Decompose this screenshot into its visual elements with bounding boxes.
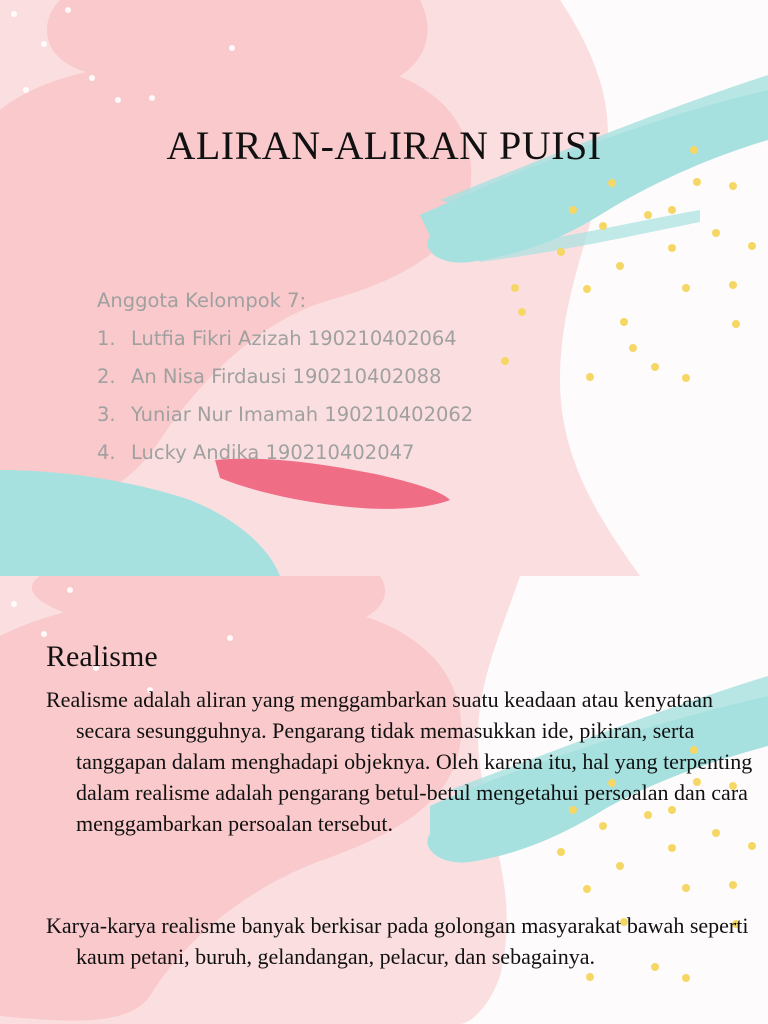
members-list xyxy=(97,282,473,472)
member-item xyxy=(97,358,473,396)
member-item xyxy=(97,320,473,358)
member-name: Lucky Andika 190210402047 xyxy=(131,441,415,464)
member-number: 1. xyxy=(97,327,116,350)
section-heading: Realisme xyxy=(46,640,158,673)
slide-title-text: ALIRAN-ALIRAN PUISI xyxy=(166,123,602,168)
paragraph: Karya-karya realisme banyak berkisar pada golongan masyarakat bawah seperti kaum petani, buruh, gelandangan, pelacur, dan sebagainya. xyxy=(46,913,749,969)
member-name: Lutfia Fikri Azizah 190210402064 xyxy=(131,327,457,350)
member-name: Yuniar Nur Imamah 190210402062 xyxy=(131,403,474,426)
member-name: An Nisa Firdausi 190210402088 xyxy=(131,365,442,388)
member-number: 2. xyxy=(97,365,116,388)
member-number: 3. xyxy=(97,403,116,426)
member-item xyxy=(97,396,473,434)
member-item xyxy=(97,434,473,472)
members-heading: Anggota Kelompok 7: xyxy=(97,289,307,312)
member-number: 4. xyxy=(97,441,116,464)
paragraph: Realisme adalah aliran yang menggambarkan suatu keadaan atau kenyataan secara sesungguhnya. Pengarang tidak memasukkan ide, pikiran, serta tanggapan dalam menghadapi objeknya. Oleh karena itu, hal yang terpenting dalam realisme adalah pengarang betul-betul mengetahui persoalan dan cara menggambarkan persoalan tersebut. xyxy=(46,687,753,836)
